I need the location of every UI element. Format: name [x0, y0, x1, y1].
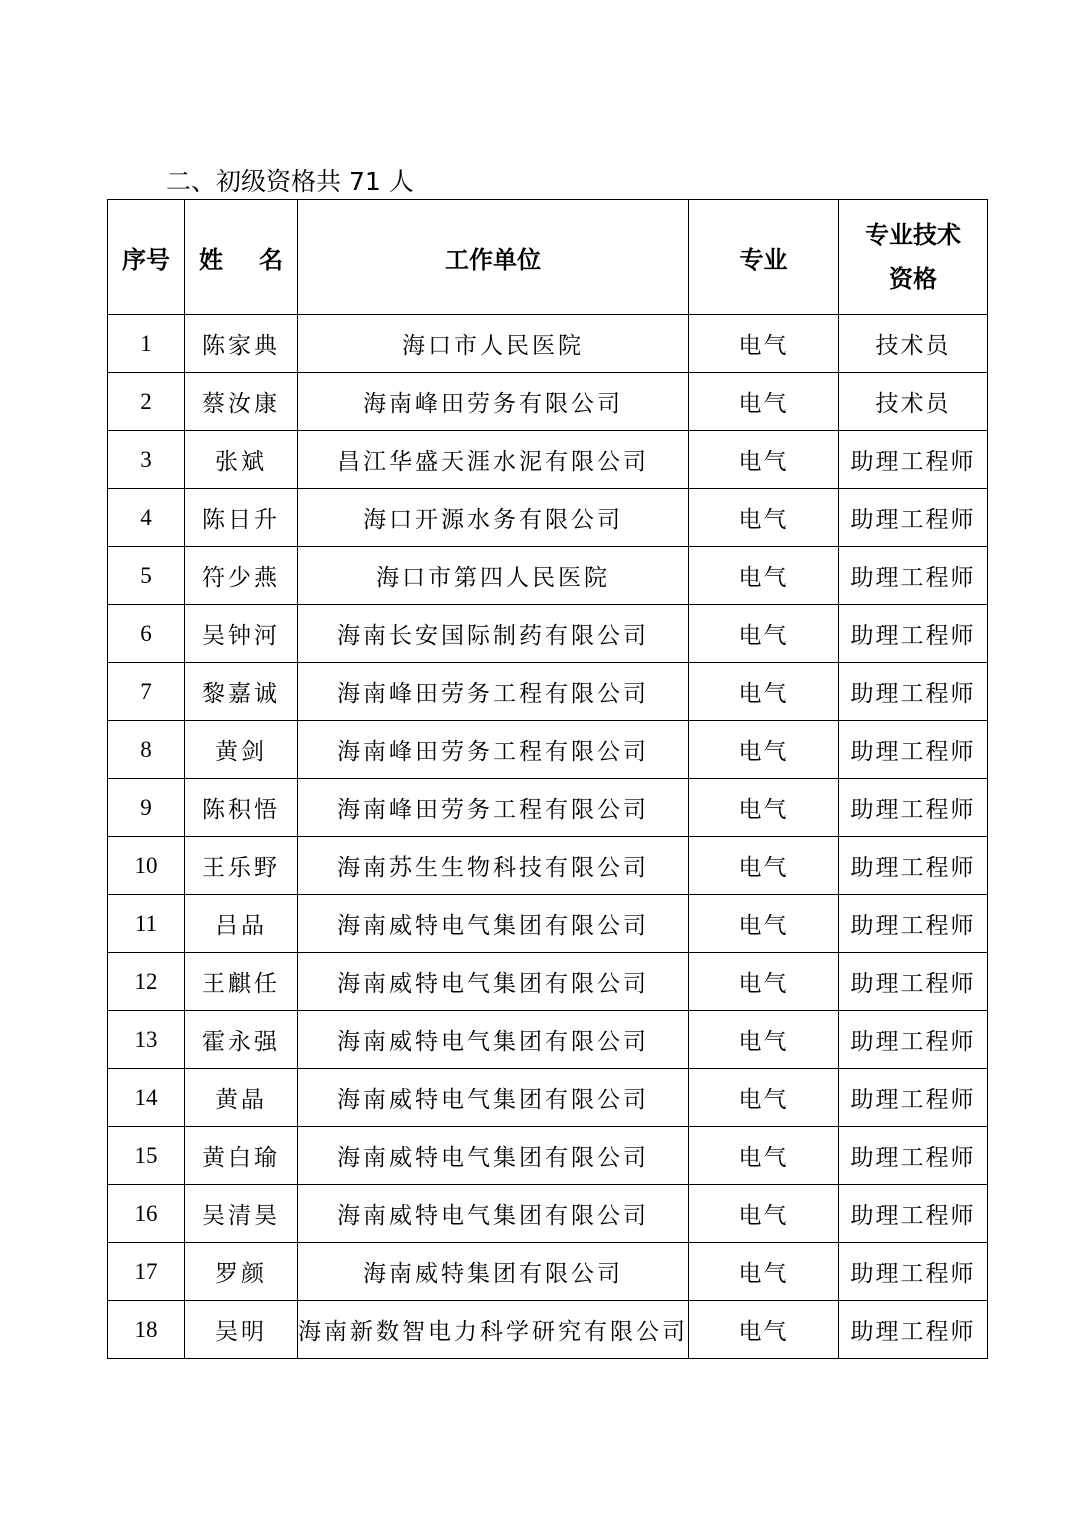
table-row: [108, 373, 988, 431]
cell-major: 电气: [689, 721, 839, 779]
cell-qualification: 助理工程师: [839, 1185, 988, 1243]
qualification-table: [107, 199, 988, 1359]
cell-work-unit: 海南威特集团有限公司: [298, 1243, 689, 1301]
cell-work-unit: 海口市人民医院: [298, 315, 689, 373]
cell-qualification: 助理工程师: [839, 1243, 988, 1301]
cell-qualification: 助理工程师: [839, 953, 988, 1011]
cell-name: 王乐野: [185, 837, 298, 895]
header-qualification: [839, 200, 988, 315]
table-row: [108, 1185, 988, 1243]
cell-qualification: 助理工程师: [839, 1069, 988, 1127]
cell-index: 18: [108, 1301, 185, 1359]
cell-qualification: 助理工程师: [839, 605, 988, 663]
cell-name: 张斌: [185, 431, 298, 489]
table-row: [108, 895, 988, 953]
cell-work-unit: 海南威特电气集团有限公司: [298, 1011, 689, 1069]
cell-index: 14: [108, 1069, 185, 1127]
cell-index: 5: [108, 547, 185, 605]
header-name-part-b: 名: [259, 245, 283, 274]
cell-major: 电气: [689, 1243, 839, 1301]
table-row: [108, 1127, 988, 1185]
cell-qualification: 助理工程师: [839, 1127, 988, 1185]
cell-qualification: 助理工程师: [839, 547, 988, 605]
table-row: [108, 605, 988, 663]
cell-major: 电气: [689, 373, 839, 431]
cell-index: 7: [108, 663, 185, 721]
cell-index: 9: [108, 779, 185, 837]
cell-name: 王麒任: [185, 953, 298, 1011]
cell-work-unit: 海南威特电气集团有限公司: [298, 953, 689, 1011]
cell-name: 黄晶: [185, 1069, 298, 1127]
cell-qualification: 助理工程师: [839, 779, 988, 837]
cell-major: 电气: [689, 547, 839, 605]
cell-name: 黎嘉诚: [185, 663, 298, 721]
cell-name: 吴清昊: [185, 1185, 298, 1243]
cell-major: 电气: [689, 779, 839, 837]
cell-major: 电气: [689, 837, 839, 895]
cell-major: 电气: [689, 1127, 839, 1185]
table-row: [108, 547, 988, 605]
cell-work-unit: 海南峰田劳务工程有限公司: [298, 663, 689, 721]
cell-index: 4: [108, 489, 185, 547]
cell-work-unit: 昌江华盛天涯水泥有限公司: [298, 431, 689, 489]
table-header-row: [108, 200, 988, 315]
table-row: [108, 1301, 988, 1359]
cell-work-unit: 海口开源水务有限公司: [298, 489, 689, 547]
section-title: 二、初级资格共 71 人: [166, 167, 414, 196]
header-name-part-a: 姓: [199, 245, 223, 274]
cell-major: 电气: [689, 663, 839, 721]
cell-qualification: 助理工程师: [839, 895, 988, 953]
header-qualification-line1: 专业技术: [865, 221, 961, 249]
cell-name: 陈积悟: [185, 779, 298, 837]
cell-qualification: 助理工程师: [839, 721, 988, 779]
cell-major: 电气: [689, 315, 839, 373]
cell-index: 10: [108, 837, 185, 895]
table-row: [108, 779, 988, 837]
cell-major: 电气: [689, 605, 839, 663]
cell-name: 霍永强: [185, 1011, 298, 1069]
cell-qualification: 助理工程师: [839, 1011, 988, 1069]
cell-name: 陈日升: [185, 489, 298, 547]
cell-index: 17: [108, 1243, 185, 1301]
cell-qualification: 助理工程师: [839, 663, 988, 721]
cell-major: 电气: [689, 1185, 839, 1243]
cell-work-unit: 海南峰田劳务有限公司: [298, 373, 689, 431]
header-work-unit: 工作单位: [298, 200, 689, 315]
cell-name: 符少燕: [185, 547, 298, 605]
cell-qualification: 助理工程师: [839, 1301, 988, 1359]
cell-qualification: 助理工程师: [839, 837, 988, 895]
cell-major: 电气: [689, 431, 839, 489]
header-major: 专业: [689, 200, 839, 315]
table-row: [108, 721, 988, 779]
cell-name: 吕品: [185, 895, 298, 953]
cell-major: 电气: [689, 1301, 839, 1359]
header-name: [185, 200, 298, 315]
cell-index: 1: [108, 315, 185, 373]
cell-work-unit: 海南苏生生物科技有限公司: [298, 837, 689, 895]
cell-major: 电气: [689, 1069, 839, 1127]
table-row: [108, 315, 988, 373]
cell-work-unit: 海南峰田劳务工程有限公司: [298, 721, 689, 779]
table-row: [108, 431, 988, 489]
cell-index: 15: [108, 1127, 185, 1185]
table-row: [108, 1243, 988, 1301]
cell-index: 6: [108, 605, 185, 663]
cell-index: 11: [108, 895, 185, 953]
cell-name: 黄白瑜: [185, 1127, 298, 1185]
table-row: [108, 1011, 988, 1069]
cell-work-unit: 海南威特电气集团有限公司: [298, 1069, 689, 1127]
cell-name: 蔡汝康: [185, 373, 298, 431]
cell-index: 12: [108, 953, 185, 1011]
cell-index: 2: [108, 373, 185, 431]
cell-work-unit: 海南威特电气集团有限公司: [298, 895, 689, 953]
cell-major: 电气: [689, 953, 839, 1011]
table-row: [108, 489, 988, 547]
cell-qualification: 助理工程师: [839, 489, 988, 547]
cell-index: 8: [108, 721, 185, 779]
cell-index: 3: [108, 431, 185, 489]
cell-qualification: 技术员: [839, 373, 988, 431]
table-row: [108, 663, 988, 721]
table-row: [108, 953, 988, 1011]
cell-qualification: 助理工程师: [839, 431, 988, 489]
table-row: [108, 1069, 988, 1127]
cell-work-unit: 海南长安国际制药有限公司: [298, 605, 689, 663]
cell-name: 黄剑: [185, 721, 298, 779]
cell-index: 13: [108, 1011, 185, 1069]
cell-major: 电气: [689, 895, 839, 953]
header-qualification-line2: 资格: [889, 265, 937, 293]
cell-work-unit: 海南威特电气集团有限公司: [298, 1127, 689, 1185]
header-index: 序号: [108, 200, 185, 315]
cell-major: 电气: [689, 489, 839, 547]
cell-qualification: 技术员: [839, 315, 988, 373]
cell-work-unit: 海南新数智电力科学研究有限公司: [298, 1301, 689, 1359]
cell-index: 16: [108, 1185, 185, 1243]
table-body: [108, 315, 988, 1359]
cell-name: 陈家典: [185, 315, 298, 373]
cell-name: 吴钟河: [185, 605, 298, 663]
cell-name: 吴明: [185, 1301, 298, 1359]
cell-major: 电气: [689, 1011, 839, 1069]
cell-work-unit: 海南峰田劳务工程有限公司: [298, 779, 689, 837]
table-row: [108, 837, 988, 895]
cell-work-unit: 海南威特电气集团有限公司: [298, 1185, 689, 1243]
cell-name: 罗颜: [185, 1243, 298, 1301]
cell-work-unit: 海口市第四人民医院: [298, 547, 689, 605]
